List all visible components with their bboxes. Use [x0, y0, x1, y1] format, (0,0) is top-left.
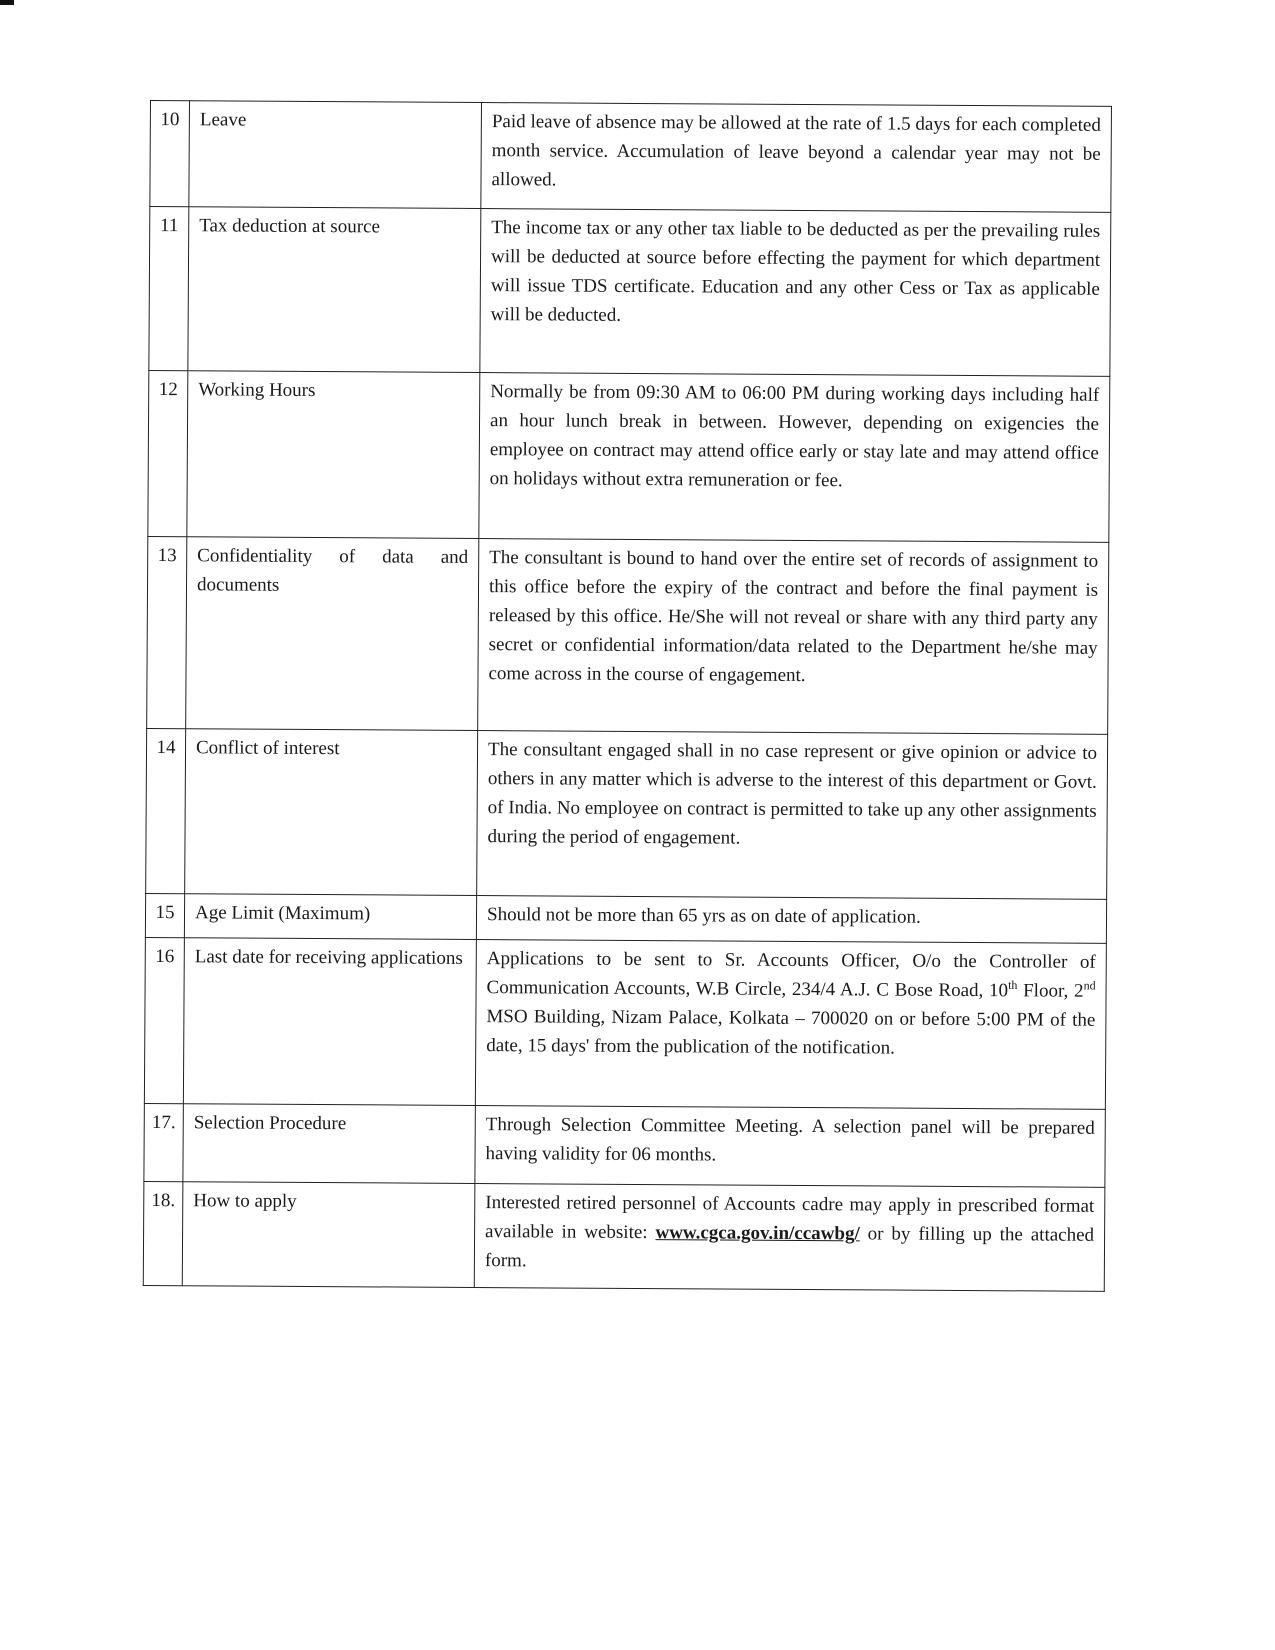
- row-number: 17.: [144, 1103, 183, 1181]
- row-number: 10: [150, 101, 190, 207]
- row-number: 11: [149, 207, 189, 371]
- row-item: Confidentiality of data and documents: [186, 537, 479, 731]
- row-description: The consultant is bound to hand over the entire set of records of assignment to this office before the expiry of the contract and before the final payment is released by this office. He/She will not reveal or share with any third party any secret or confidential information/data related to the Department he/she may come across in the course of engagement.: [478, 539, 1109, 735]
- row-item: Age Limit (Maximum): [184, 894, 476, 940]
- table-row: [148, 370, 1110, 542]
- row-description: Should not be more than 65 yrs as on date of application.: [476, 896, 1106, 944]
- table-row: [144, 937, 1106, 1109]
- table-row: [143, 1181, 1105, 1291]
- row-description: Paid leave of absence may be allowed at the rate of 1.5 days for each completed month service. Accumulation of leave beyond a calendar year may not be allowed.: [481, 103, 1112, 213]
- apply-text-b: or by filling up the attached form.: [484, 1223, 1095, 1272]
- address-text-b: Floor, 2: [1017, 980, 1084, 1002]
- row-number: 16: [144, 937, 184, 1103]
- website-link[interactable]: www.cgca.gov.in/ccawbg/: [655, 1222, 860, 1245]
- row-description: The consultant engaged shall in no case represent or give opinion or advice to others in any matter which is adverse to the interest of this department or Govt. of India. No employee on contract is permitted to take up any other assignments during the period of engagement.: [477, 731, 1108, 900]
- terms-table: [143, 100, 1112, 1292]
- row-description: Normally be from 09:30 AM to 06:00 PM during working days including half an hour lunch break in between. However, depending on exigencies the employee on contract may attend office early or stay late and may attend office on holidays without extra remuneration or fee.: [479, 373, 1110, 543]
- table-row: [149, 207, 1111, 377]
- table-row: [146, 728, 1108, 899]
- row-item: Selection Procedure: [183, 1104, 475, 1184]
- table-row: [145, 893, 1106, 943]
- table-row: [147, 536, 1109, 734]
- row-number: 14: [146, 728, 186, 893]
- row-number: 13: [147, 536, 187, 728]
- superscript-th: th: [1008, 977, 1018, 992]
- row-item: How to apply: [182, 1182, 475, 1288]
- apply-text-a: Interested retired personnel of Accounts cadre may apply in prescribed format available in website:: [485, 1192, 1095, 1244]
- row-item: Conflict of interest: [185, 729, 478, 896]
- address-text-a: Applications to be sent to Sr. Accounts Officer, O/o the Controller of Communication Accounts, W.B Circle, 234/4 A.J. C Bose Road, 10: [486, 948, 1096, 1002]
- row-item: Tax deduction at source: [188, 207, 481, 373]
- row-item: Working Hours: [187, 371, 480, 539]
- table-row: [150, 101, 1112, 213]
- row-number: 12: [148, 370, 188, 536]
- row-description: [475, 940, 1106, 1110]
- superscript-nd: nd: [1083, 978, 1096, 993]
- table-row: [144, 1103, 1105, 1187]
- scan-corner-mark: [0, 0, 14, 5]
- row-item: Leave: [189, 101, 482, 209]
- row-number: 15: [145, 893, 184, 937]
- row-description: The income tax or any other tax liable to be deducted as per the prevailing rules will be deducted at source before effecting the payment for which department will issue TDS certificate. Education and any other Cess or Tax as applicable will be deducted.: [480, 209, 1111, 377]
- row-number: 18.: [143, 1181, 183, 1285]
- row-item: Last date for receiving applications: [183, 938, 476, 1106]
- row-description: [474, 1184, 1105, 1292]
- address-text-c: MSO Building, Nizam Palace, Kolkata – 700020 on or before 5:00 PM of the date, 15 days' from the publication of the notification.: [486, 1006, 1096, 1059]
- row-description: Through Selection Committee Meeting. A selection panel will be prepared having validity for 06 months.: [475, 1106, 1105, 1188]
